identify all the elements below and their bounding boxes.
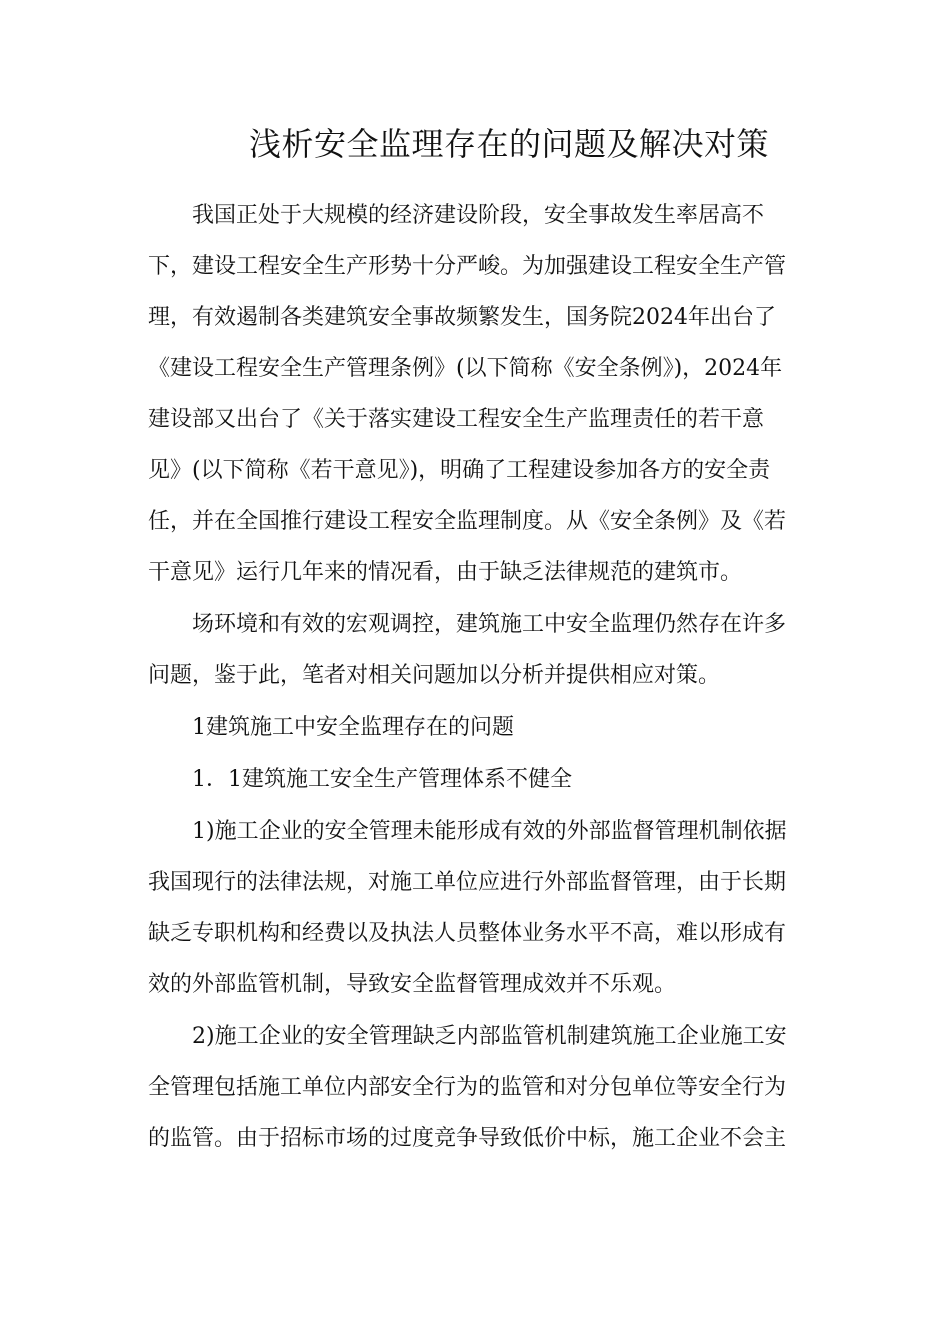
- paragraph-line: 任，并在全国推行建设工程安全监理制度。从《安全条例》及《若: [148, 509, 787, 534]
- paragraph-line: 效的外部监管机制，导致安全监督管理成效并不乐观。: [148, 972, 677, 997]
- paragraph-line: 我国正处于大规模的经济建设阶段，安全事故发生率居高不: [192, 203, 765, 228]
- paragraph-line: 《建设工程安全生产管理条例》(以下简称《安全条例》)，2024年: [148, 356, 783, 381]
- paragraph-line: 全管理包括施工单位内部安全行为的监管和对分包单位等安全行为: [148, 1075, 787, 1100]
- paragraph-line: 下，建设工程安全生产形势十分严峻。为加强建设工程安全生产管: [148, 254, 787, 279]
- document-title: 浅析安全监理存在的问题及解决对策: [248, 125, 769, 163]
- paragraph-line: 场环境和有效的宏观调控，建筑施工中安全监理仍然存在许多: [192, 612, 787, 637]
- paragraph-line: 的监管。由于招标市场的过度竞争导致低价中标，施工企业不会主: [148, 1126, 787, 1151]
- paragraph-line: 见》(以下简称《若干意见》)，明确了工程建设参加各方的安全责: [148, 458, 771, 483]
- paragraph-line: 缺乏专职机构和经费以及执法人员整体业务水平不高，难以形成有: [148, 921, 787, 946]
- paragraph-line: 我国现行的法律法规，对施工单位应进行外部监督管理，由于长期: [148, 870, 787, 895]
- subsection-heading: 1．1建筑施工安全生产管理体系不健全: [192, 767, 572, 792]
- paragraph-line: 干意见》运行几年来的情况看，由于缺乏法律规范的建筑市。: [148, 560, 743, 585]
- paragraph-line: 理，有效遏制各类建筑安全事故频繁发生，国务院2024年出台了: [148, 305, 776, 330]
- section-heading: 1建筑施工中安全监理存在的问题: [192, 715, 514, 740]
- paragraph-line: 问题，鉴于此，笔者对相关问题加以分析并提供相应对策。: [148, 663, 721, 688]
- paragraph-line: 1)施工企业的安全管理未能形成有效的外部监督管理机制依据: [192, 819, 787, 844]
- paragraph-line: 2)施工企业的安全管理缺乏内部监管机制建筑施工企业施工安: [192, 1024, 787, 1049]
- paragraph-line: 建设部又出台了《关于落实建设工程安全生产监理责任的若干意: [148, 407, 765, 432]
